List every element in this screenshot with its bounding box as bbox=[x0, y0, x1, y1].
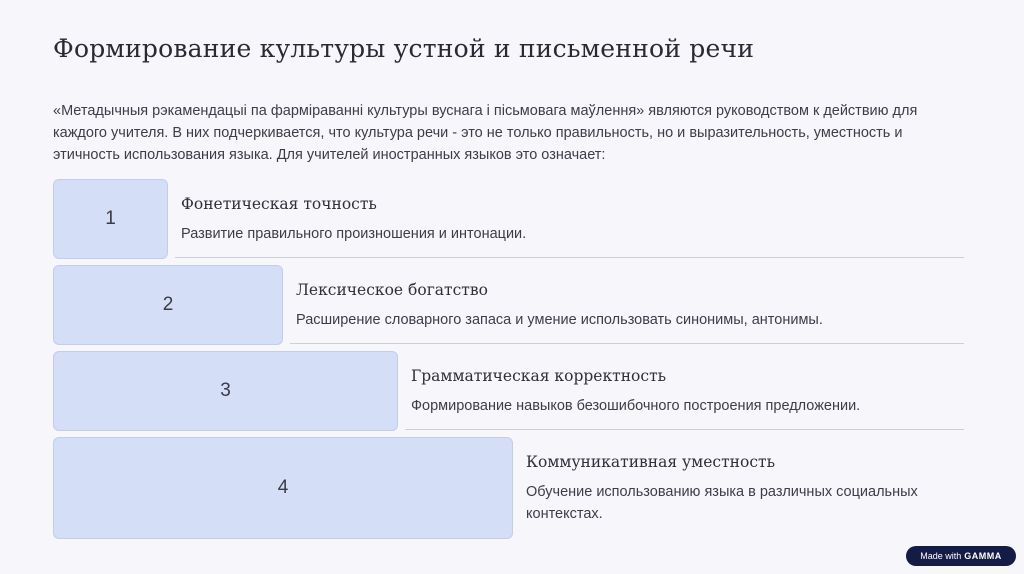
step-4-title: Коммуникативная уместность bbox=[526, 453, 776, 471]
intro-paragraph: «Метадычныя рэкамендацыі па фарміраванні культуры вуснага і пісьмовага маўлення» являются руководством к действию для каждого учителя. В них подчеркивается, что культура речи - это не только правильность, но и выразительность, уместность и этичность использования языка. Для учителей иностранных языков это означает: bbox=[53, 103, 918, 163]
step-2-number: 2 bbox=[162, 294, 174, 315]
step-3-divider bbox=[405, 429, 964, 430]
step-4-description: Обучение использованию языка в различных социальных контекстах. bbox=[526, 484, 918, 522]
step-3-number: 3 bbox=[220, 380, 231, 401]
made-with-gamma-badge[interactable] bbox=[906, 546, 1016, 566]
step-1-number-box bbox=[53, 179, 168, 259]
step-2-title: Лексическое богатство bbox=[296, 281, 488, 299]
step-1-title: Фонетическая точность bbox=[181, 195, 377, 213]
step-4-number-box bbox=[53, 437, 513, 539]
badge-prefix: Made with bbox=[920, 551, 962, 561]
step-1-number: 1 bbox=[105, 208, 116, 229]
step-2-number-box bbox=[53, 265, 283, 345]
step-3-number-box bbox=[53, 351, 398, 431]
gamma-logo-text: GAMMA bbox=[964, 551, 1002, 561]
step-1-divider bbox=[175, 257, 964, 258]
step-2-divider bbox=[290, 343, 964, 344]
page-title: Формирование культуры устной и письменной речи bbox=[53, 34, 755, 63]
step-3-title: Грамматическая корректность bbox=[411, 367, 667, 385]
step-2-description: Расширение словарного запаса и умение использовать синонимы, антонимы. bbox=[296, 312, 823, 328]
step-4-number: 4 bbox=[277, 477, 289, 498]
step-3-description: Формирование навыков безошибочного построения предложении. bbox=[411, 398, 861, 414]
step-1-description: Развитие правильного произношения и интонации. bbox=[181, 226, 527, 242]
